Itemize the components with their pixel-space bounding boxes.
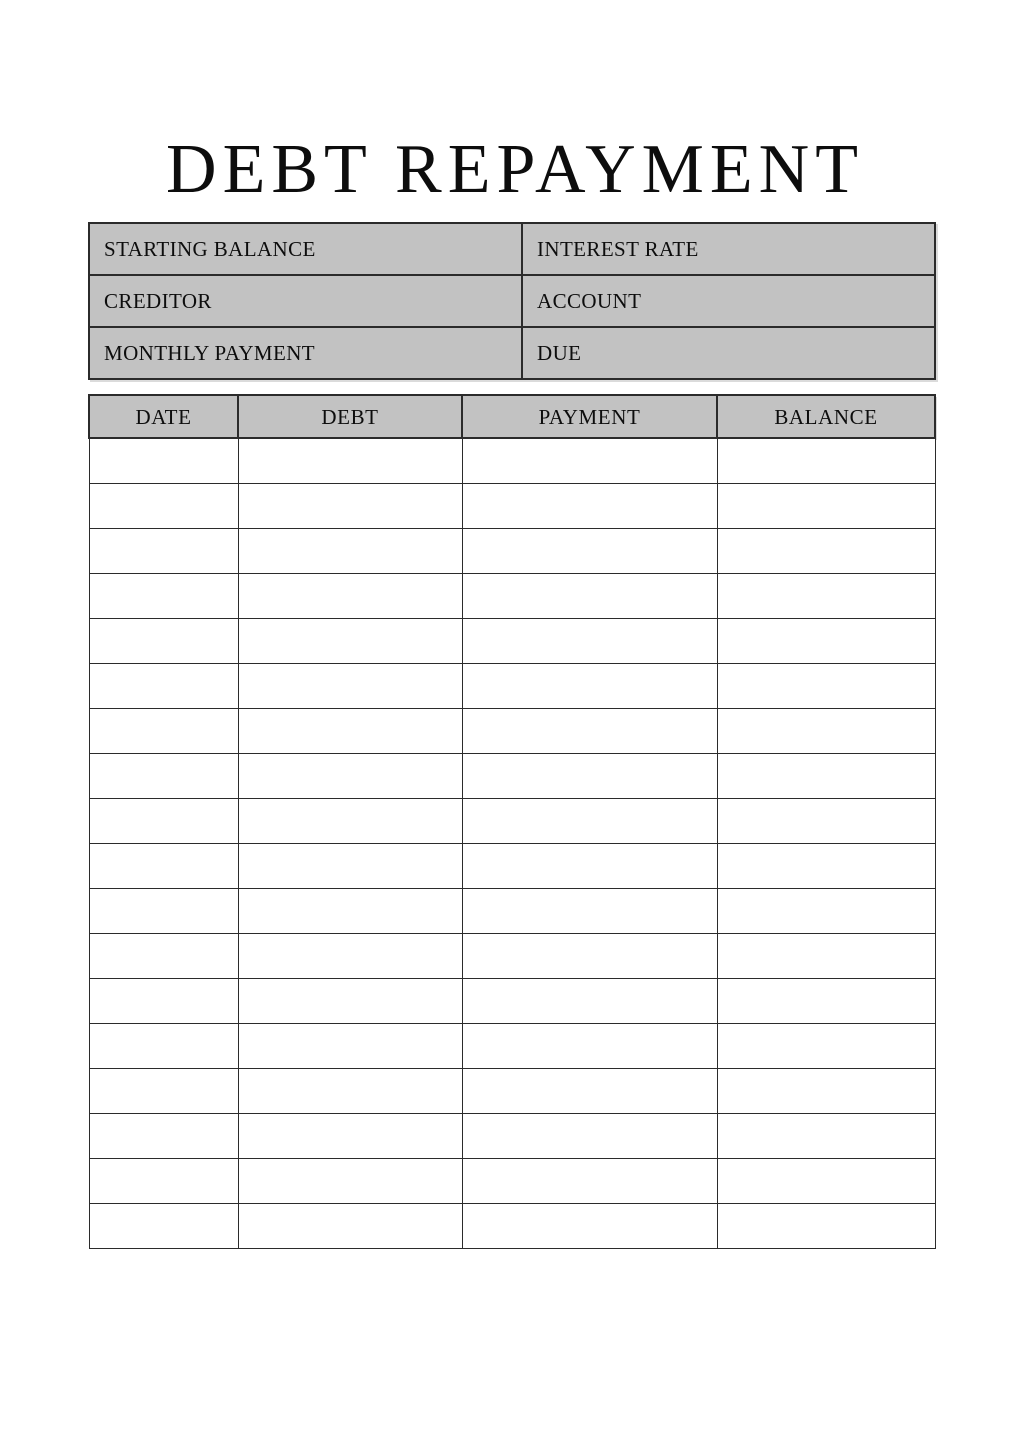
cell-balance[interactable] — [717, 934, 935, 979]
cell-balance[interactable] — [717, 1204, 935, 1249]
cell-date[interactable] — [89, 1024, 238, 1069]
column-header-payment: PAYMENT — [462, 395, 717, 438]
cell-debt[interactable] — [238, 1159, 462, 1204]
cell-payment[interactable] — [462, 664, 717, 709]
cell-debt[interactable] — [238, 619, 462, 664]
cell-date[interactable] — [89, 889, 238, 934]
cell-balance[interactable] — [717, 889, 935, 934]
cell-debt[interactable] — [238, 1069, 462, 1114]
cell-date[interactable] — [89, 1159, 238, 1204]
cell-date[interactable] — [89, 754, 238, 799]
table-header-row — [89, 395, 935, 438]
cell-debt[interactable] — [238, 754, 462, 799]
account-info-body — [89, 223, 935, 379]
table-row — [89, 1069, 935, 1114]
field-starting-balance[interactable]: STARTING BALANCE — [89, 223, 522, 275]
cell-balance[interactable] — [717, 664, 935, 709]
table-row — [89, 529, 935, 574]
cell-balance[interactable] — [717, 438, 935, 484]
cell-payment[interactable] — [462, 1114, 717, 1159]
cell-payment[interactable] — [462, 1204, 717, 1249]
cell-payment[interactable] — [462, 1024, 717, 1069]
cell-balance[interactable] — [717, 1114, 935, 1159]
table-row — [89, 275, 935, 327]
cell-payment[interactable] — [462, 844, 717, 889]
cell-date[interactable] — [89, 934, 238, 979]
cell-payment[interactable] — [462, 934, 717, 979]
cell-debt[interactable] — [238, 1204, 462, 1249]
page-title: DEBT REPAYMENT — [166, 130, 864, 208]
cell-date[interactable] — [89, 979, 238, 1024]
table-row — [89, 619, 935, 664]
table-row — [89, 979, 935, 1024]
cell-debt[interactable] — [238, 1114, 462, 1159]
cell-date[interactable] — [89, 709, 238, 754]
cell-payment[interactable] — [462, 889, 717, 934]
cell-debt[interactable] — [238, 438, 462, 484]
table-row — [89, 1159, 935, 1204]
column-header-date: DATE — [89, 395, 238, 438]
cell-balance[interactable] — [717, 1159, 935, 1204]
table-row — [89, 1114, 935, 1159]
ledger-body — [89, 438, 935, 1249]
table-row — [89, 664, 935, 709]
cell-balance[interactable] — [717, 574, 935, 619]
cell-payment[interactable] — [462, 438, 717, 484]
field-due[interactable]: DUE — [522, 327, 935, 379]
cell-balance[interactable] — [717, 754, 935, 799]
cell-payment[interactable] — [462, 619, 717, 664]
cell-date[interactable] — [89, 438, 238, 484]
cell-balance[interactable] — [717, 484, 935, 529]
table-row — [89, 484, 935, 529]
field-account[interactable]: ACCOUNT — [522, 275, 935, 327]
cell-balance[interactable] — [717, 1069, 935, 1114]
cell-payment[interactable] — [462, 799, 717, 844]
cell-debt[interactable] — [238, 799, 462, 844]
table-row — [89, 438, 935, 484]
cell-payment[interactable] — [462, 574, 717, 619]
cell-debt[interactable] — [238, 574, 462, 619]
table-row — [89, 889, 935, 934]
cell-payment[interactable] — [462, 529, 717, 574]
cell-debt[interactable] — [238, 484, 462, 529]
table-row — [89, 574, 935, 619]
cell-balance[interactable] — [717, 844, 935, 889]
cell-debt[interactable] — [238, 934, 462, 979]
cell-balance[interactable] — [717, 1024, 935, 1069]
table-row — [89, 754, 935, 799]
cell-debt[interactable] — [238, 889, 462, 934]
cell-date[interactable] — [89, 619, 238, 664]
field-creditor[interactable]: CREDITOR — [89, 275, 522, 327]
cell-payment[interactable] — [462, 709, 717, 754]
table-row — [89, 1024, 935, 1069]
cell-debt[interactable] — [238, 529, 462, 574]
table-row — [89, 799, 935, 844]
cell-payment[interactable] — [462, 1069, 717, 1114]
cell-date[interactable] — [89, 1069, 238, 1114]
table-row — [89, 223, 935, 275]
cell-date[interactable] — [89, 1204, 238, 1249]
table-row — [89, 844, 935, 889]
cell-balance[interactable] — [717, 619, 935, 664]
cell-payment[interactable] — [462, 1159, 717, 1204]
cell-debt[interactable] — [238, 1024, 462, 1069]
cell-date[interactable] — [89, 664, 238, 709]
cell-date[interactable] — [89, 574, 238, 619]
cell-date[interactable] — [89, 484, 238, 529]
ledger-header-row — [89, 395, 935, 438]
cell-debt[interactable] — [238, 709, 462, 754]
cell-date[interactable] — [89, 1114, 238, 1159]
column-header-debt: DEBT — [238, 395, 462, 438]
field-monthly-payment[interactable]: MONTHLY PAYMENT — [89, 327, 522, 379]
cell-payment[interactable] — [462, 484, 717, 529]
table-row — [89, 709, 935, 754]
cell-date[interactable] — [89, 529, 238, 574]
cell-balance[interactable] — [717, 979, 935, 1024]
table-row — [89, 1204, 935, 1249]
cell-debt[interactable] — [238, 664, 462, 709]
cell-debt[interactable] — [238, 844, 462, 889]
column-header-balance: BALANCE — [717, 395, 935, 438]
cell-payment[interactable] — [462, 979, 717, 1024]
account-info-table — [88, 222, 936, 380]
cell-balance[interactable] — [717, 799, 935, 844]
repayment-ledger-table — [88, 394, 936, 1249]
table-row — [89, 934, 935, 979]
table-row — [89, 327, 935, 379]
cell-payment[interactable] — [462, 754, 717, 799]
cell-debt[interactable] — [238, 979, 462, 1024]
cell-balance[interactable] — [717, 529, 935, 574]
cell-date[interactable] — [89, 844, 238, 889]
cell-balance[interactable] — [717, 709, 935, 754]
cell-date[interactable] — [89, 799, 238, 844]
field-interest-rate[interactable]: INTEREST RATE — [522, 223, 935, 275]
